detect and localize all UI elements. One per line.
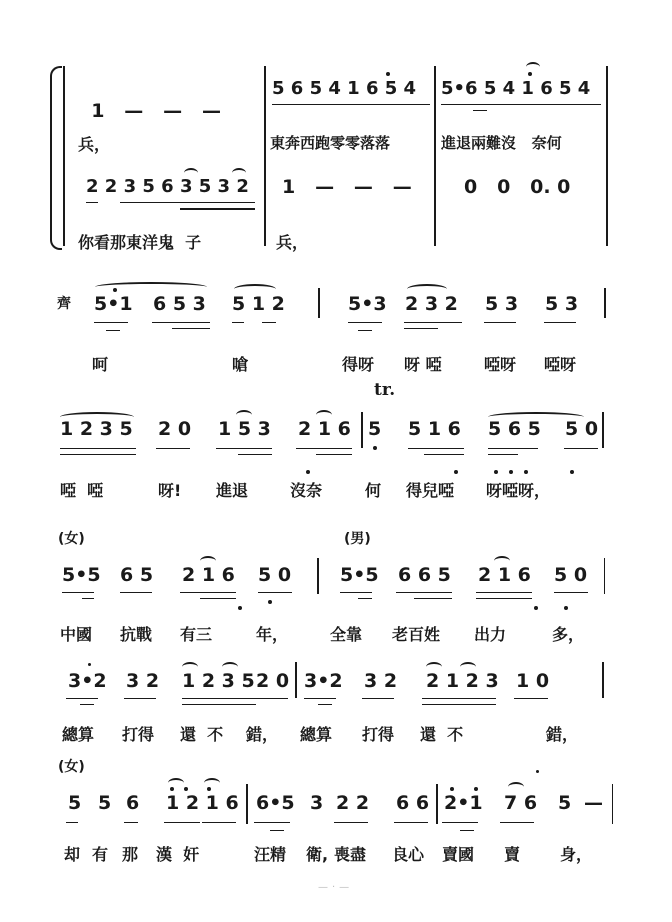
slur [168, 778, 184, 788]
beam-underline [334, 822, 368, 823]
beam-underline [396, 592, 452, 593]
low-octave-dot [306, 470, 310, 474]
beam-underline-2 [270, 830, 284, 831]
low-octave-dot [494, 470, 498, 474]
note-group: 5 3 [485, 293, 519, 315]
beam-underline-2 [80, 704, 94, 705]
note-group: 5•1 [94, 293, 133, 315]
slur [204, 778, 220, 788]
slur [426, 662, 442, 672]
note-group: 2 1 6 [478, 564, 531, 586]
beam-underline [404, 322, 462, 323]
lyrics: 沒奈 [290, 481, 323, 500]
beam-underline [362, 698, 394, 699]
lyrics: 兵， [276, 233, 309, 252]
slur [232, 168, 246, 178]
lyrics: 得兒啞 [406, 481, 455, 500]
note-sequence: 1 — — — [91, 100, 221, 122]
lyrics: 呀 啞 [404, 355, 442, 374]
low-octave-dot [509, 470, 513, 474]
notes-measure: 1 — — — [282, 176, 412, 198]
beam-underline-2 [404, 328, 438, 329]
barline [318, 288, 320, 318]
beam-underline-2 [182, 704, 256, 705]
lyrics: 兵， [78, 135, 111, 154]
note-group: 3 [310, 792, 324, 814]
note-group: 5 0 [565, 418, 599, 440]
low-octave-dot [268, 600, 272, 604]
beam-underline [422, 698, 496, 699]
barline [434, 66, 436, 246]
lyrics: 啞呀 [544, 355, 577, 374]
beam-underline [476, 592, 532, 593]
note-group: 6 6 5 [398, 564, 451, 586]
lyrics: 東奔西跑零零落落 [270, 134, 391, 152]
beam-underline [340, 592, 372, 593]
beam-underline-2 [414, 598, 452, 599]
note-group: 5 [98, 792, 112, 814]
note-group: 1 5 3 [218, 418, 271, 440]
beam-underline [120, 202, 255, 203]
lyrics: 却 [64, 845, 81, 864]
lyrics: 有 [92, 845, 109, 864]
slur [222, 662, 238, 672]
beam-underline [488, 448, 538, 449]
beam-underline [394, 822, 428, 823]
beam-underline [182, 698, 256, 699]
lyrics: 汪精 [254, 845, 287, 864]
lyrics: 身， [560, 845, 593, 864]
note-group: 6 6 [396, 792, 430, 814]
beam-underline-2 [473, 110, 487, 111]
note-group: 3 2 [364, 670, 398, 692]
lyrics: 全靠 [330, 625, 363, 644]
lyrics: 總算 [300, 725, 333, 744]
note-group: 5 1 6 [408, 418, 461, 440]
lyrics: 進退 [216, 481, 249, 500]
lyrics: 呀啞呀， [486, 481, 551, 500]
beam-underline [94, 322, 128, 323]
beam-underline-2 [488, 454, 518, 455]
barline [436, 784, 438, 824]
barline [361, 412, 363, 448]
notes-measure: 2 2 3 5 6 3 5 3 2 [86, 176, 249, 197]
note-group: 3•2 [68, 670, 107, 692]
high-octave-dot [474, 787, 478, 791]
beam-underline [408, 448, 464, 449]
slur [236, 410, 252, 420]
voice-label-female: (女) [58, 759, 85, 775]
beam-underline-2 [82, 598, 94, 599]
lyrics: 錯， [546, 725, 579, 744]
beam-underline-2 [422, 704, 496, 705]
beam-underline [164, 822, 200, 823]
beam-underline [348, 322, 382, 323]
page-number: —·— [318, 882, 354, 893]
note-group: 6 5 3 [153, 293, 206, 315]
beam-underline [66, 822, 78, 823]
high-octave-dot [88, 663, 91, 666]
note-group: 2 0 [256, 670, 290, 692]
lyrics: 啞呀 [484, 355, 517, 374]
lyrics: 打得 [122, 725, 155, 744]
rests-measure: 0 0 0. 0 [464, 176, 571, 198]
note-group: 3•2 [304, 670, 343, 692]
lyrics: 喪盡 [334, 845, 367, 864]
lyrics: 老百姓 [392, 625, 441, 644]
beam-underline [152, 322, 210, 323]
voice-label-female: (女) [58, 531, 85, 547]
beam-underline [62, 592, 94, 593]
beam-underline [258, 592, 292, 593]
beam-underline [232, 322, 244, 323]
beam-underline-2 [318, 704, 332, 705]
note-group: — [584, 792, 603, 814]
note-group: 5 1 2 [232, 293, 285, 315]
voice-label-unison: 齊 [57, 296, 71, 312]
low-octave-dot [238, 606, 242, 610]
barline [606, 66, 608, 246]
note-group: 2•1 [444, 792, 483, 814]
notes-measure: 5 6 5 4 1 6 5 4 [272, 78, 417, 99]
beam-underline-2 [358, 330, 372, 331]
beam-underline-2 [476, 598, 532, 599]
voice-label-male: (男) [344, 531, 371, 547]
slur [234, 284, 276, 294]
slur [488, 412, 584, 422]
lyrics: 賣國 [442, 845, 475, 864]
slur [526, 62, 540, 72]
note-group: 5•3 [348, 293, 387, 315]
beam-underline [272, 104, 430, 105]
beam-underline-2 [172, 328, 210, 329]
beam-underline [254, 698, 288, 699]
low-octave-dot [570, 470, 574, 474]
final-barline [612, 784, 613, 824]
beam-underline [304, 698, 336, 699]
lyrics: 進退兩難沒 奈何 [441, 134, 562, 152]
slur [182, 662, 198, 672]
beam-underline [216, 448, 272, 449]
note-group: 6•5 [256, 792, 295, 814]
beam-underline-2 [238, 454, 272, 455]
lyrics: 總算 [62, 725, 95, 744]
note-group: 1 2 1 6 [166, 792, 239, 814]
note-group: 3 2 [126, 670, 160, 692]
note-group: 1 0 [516, 670, 550, 692]
lyrics: 呵 [92, 355, 109, 374]
beam-underline [124, 698, 156, 699]
note-group: 1 2 3 5 [182, 670, 255, 692]
slur [95, 282, 207, 292]
barline [246, 784, 248, 824]
note-group: 5 3 [545, 293, 579, 315]
beam-underline [86, 202, 98, 203]
lyrics: 那 [122, 845, 139, 864]
beam-underline [124, 822, 138, 823]
beam-underline [514, 698, 548, 699]
beam-underline [296, 448, 352, 449]
low-octave-dot [373, 446, 377, 450]
slur [407, 284, 447, 294]
beam-underline-2 [180, 208, 255, 210]
beam-underline-2 [460, 830, 474, 831]
lyrics: 還 不 [180, 725, 224, 744]
slur [184, 168, 198, 178]
beam-underline [554, 592, 588, 593]
note-group: 5 0 [554, 564, 588, 586]
lyrics: 抗戰 [120, 625, 153, 644]
note-group: 2 1 6 [182, 564, 235, 586]
beam-underline-2 [60, 454, 136, 455]
beam-underline [544, 322, 576, 323]
lyrics: 嗆 [232, 355, 249, 374]
high-octave-dot [184, 787, 188, 791]
note-group: 7 6 [504, 792, 538, 814]
lyrics: 還 不 [420, 725, 464, 744]
note-group: 2 0 [158, 418, 192, 440]
beam-underline [564, 448, 598, 449]
barline [604, 558, 605, 594]
slur [60, 412, 134, 422]
note-group: 5 [68, 792, 82, 814]
high-octave-dot [528, 72, 532, 76]
lyrics: 中國 [60, 625, 93, 644]
barline [602, 662, 604, 698]
lyrics: 出力 [474, 625, 507, 644]
beam-underline [202, 822, 236, 823]
lyrics: 賣 [504, 845, 521, 864]
slur [460, 662, 476, 672]
notes-measure [78, 78, 221, 122]
barline [602, 412, 604, 448]
lyrics: 衛, [306, 845, 329, 864]
slur [508, 782, 524, 792]
beam-underline-2 [106, 330, 120, 331]
beam-underline-2 [200, 598, 236, 599]
beam-underline-2 [316, 454, 352, 455]
trill-ornament: tr. [374, 380, 396, 400]
lyrics: 漢 奸 [156, 845, 200, 864]
note-group: 5 0 [258, 564, 292, 586]
slur [316, 410, 332, 420]
beam-underline [180, 592, 236, 593]
note-group: 5 6 5 [488, 418, 541, 440]
lyrics: 你看那東洋鬼 子 [78, 233, 202, 252]
beam-underline [262, 322, 276, 323]
lyrics: 呀! [158, 481, 182, 500]
barline [264, 66, 266, 246]
lyrics: 錯， [246, 725, 279, 744]
note-group: 6 5 [120, 564, 154, 586]
high-octave-dot [386, 72, 390, 76]
note-group: 2 1 2 3 [426, 670, 499, 692]
note-group: 2 2 [336, 792, 370, 814]
stray-dot [536, 770, 539, 773]
beam-underline [66, 698, 98, 699]
notes-measure: 5•6 5 4 1 6 5 4 [441, 78, 591, 99]
lyrics: 有三 [180, 625, 213, 644]
low-octave-dot [524, 470, 528, 474]
staff-brace [50, 66, 62, 250]
note-group: 5•5 [340, 564, 379, 586]
lyrics: 打得 [362, 725, 395, 744]
note-group: 5 [558, 792, 572, 814]
note-group: 1 2 3 5 [60, 418, 133, 440]
slur [200, 556, 216, 566]
barline [604, 288, 606, 318]
beam-underline [484, 322, 516, 323]
barline [295, 662, 297, 698]
beam-underline [60, 448, 136, 449]
system-start-barline [63, 66, 65, 246]
beam-underline-2 [424, 454, 464, 455]
beam-underline [441, 104, 601, 105]
note-group: 5 [368, 418, 382, 440]
beam-underline [156, 448, 190, 449]
note-group: 2 1 6 [298, 418, 351, 440]
high-octave-dot [450, 787, 454, 791]
beam-underline [120, 592, 152, 593]
beam-underline [442, 822, 478, 823]
lyrics: 年， [256, 625, 289, 644]
low-octave-dot [454, 470, 458, 474]
barline [317, 558, 319, 594]
beam-underline-2 [358, 598, 372, 599]
lyrics: 得呀 [342, 355, 375, 374]
low-octave-dot [534, 606, 538, 610]
lyrics: 良心 [392, 845, 425, 864]
lyrics: 何 [365, 481, 382, 500]
slur [494, 556, 510, 566]
low-octave-dot [564, 606, 568, 610]
note-group: 5•5 [62, 564, 101, 586]
beam-underline [500, 822, 534, 823]
note-group: 2 3 2 [405, 293, 458, 315]
beam-underline [254, 822, 290, 823]
lyrics: 多， [552, 625, 585, 644]
lyrics: 啞 啞 [60, 481, 104, 500]
note-group: 6 [126, 792, 140, 814]
